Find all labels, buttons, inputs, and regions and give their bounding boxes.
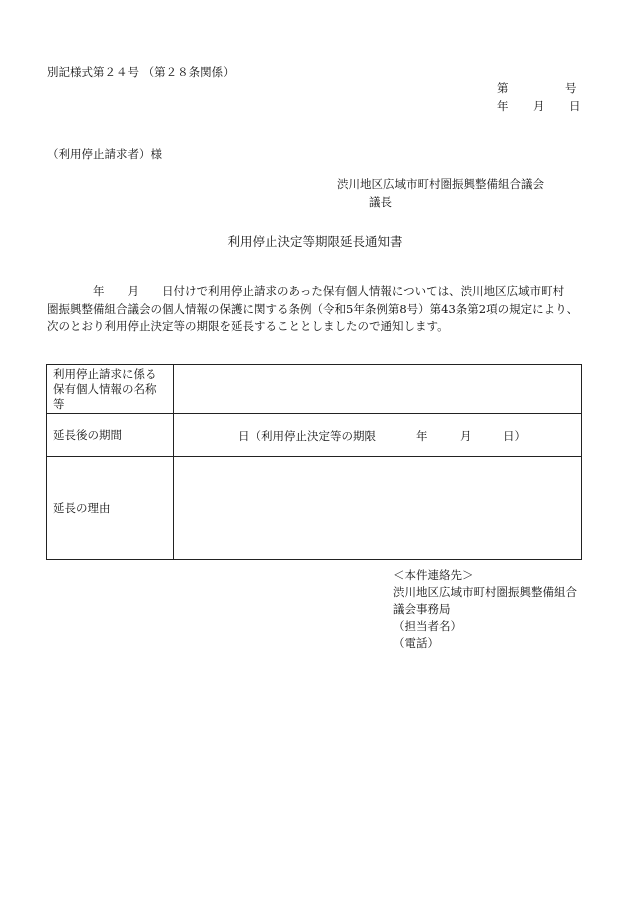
period-year: 年 — [416, 429, 428, 443]
contact-heading: ＜本件連絡先＞ — [393, 568, 474, 582]
contact-org-line: 渋川地区広域市町村圏振興整備組合 — [393, 585, 577, 599]
form-number: 別記様式第２４号 （第２８条関係） — [47, 65, 235, 79]
sender-title: 議長 — [369, 195, 392, 209]
contact-person: （担当者名） — [393, 619, 462, 633]
body-line-2: 圏振興整備組合議会の個人情報の保護に関する条例（令和5年条例第8号）第43条第2項の規定により、 — [47, 301, 579, 316]
contact-org-line: 議会事務局 — [393, 602, 451, 616]
issue-date-day: 日 — [569, 99, 581, 113]
info-table — [46, 364, 582, 560]
extension-period-label: 延長後の期間 — [47, 414, 174, 457]
table-row — [47, 414, 582, 457]
table-row — [47, 365, 582, 414]
sender-organization: 渋川地区広域市町村圏振興整備組合議会 — [337, 177, 544, 191]
document-number-suffix: 号 — [565, 81, 577, 95]
info-name-label — [47, 365, 174, 414]
body-line-1: 年 月 日付けで利用停止請求のあった保有個人情報については、渋川地区広域市町村 — [47, 284, 565, 298]
period-month: 月 — [460, 429, 472, 443]
document-title: 利用停止決定等期限延長通知書 — [227, 234, 403, 249]
extension-reason-value[interactable] — [174, 457, 582, 560]
issue-date-month: 月 — [533, 99, 545, 113]
contact-phone: （電話） — [393, 636, 439, 650]
addressee: （利用停止請求者）様 — [47, 147, 162, 161]
info-name-label-line: 利用停止請求に係る — [53, 366, 157, 381]
period-day-suffix: 日（利用停止決定等の期限 — [238, 429, 376, 443]
extension-reason-label: 延長の理由 — [47, 457, 174, 560]
document-number-prefix: 第 — [497, 81, 509, 95]
info-name-label-line: 等 — [53, 396, 65, 411]
issue-date-year: 年 — [497, 99, 509, 113]
table-row — [47, 457, 582, 560]
body-line-3: 次のとおり利用停止決定等の期限を延長することとしましたので通知します。 — [47, 319, 449, 333]
info-name-value[interactable] — [174, 365, 582, 414]
extension-period-value[interactable] — [174, 414, 582, 457]
info-name-label-line: 保有個人情報の名称 — [53, 381, 157, 396]
contact-block — [393, 567, 577, 652]
body-text — [47, 283, 587, 336]
period-day-close: 日） — [503, 429, 526, 443]
